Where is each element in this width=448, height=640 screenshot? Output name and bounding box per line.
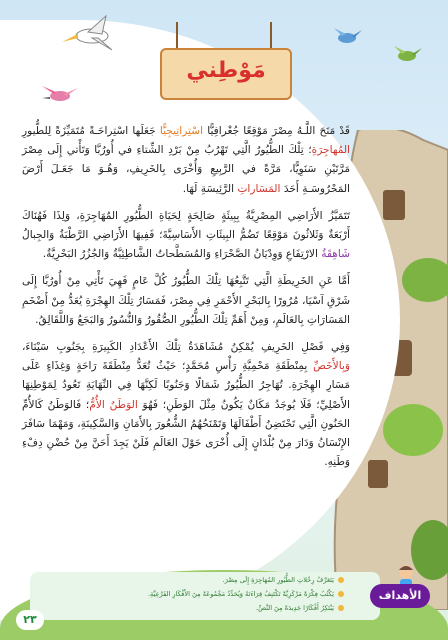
- objective-text: يَبْتَكِرُ أَفْكَارًا جَدِيدَةً مِنَ النَّصِّ.: [256, 604, 334, 612]
- highlighted-word: المُهاجِرَةِ: [311, 144, 350, 157]
- bullet-icon: [338, 605, 344, 611]
- text-segment: جَعَلَها اسْتِراحَـةً مُتَمَيِّزَةً لِلطُّيورِ: [22, 125, 160, 137]
- text-segment: بِمِنْطَقَةِ مَحْمِيَّةِ رَأْسِ مُحَمَّدٍ؛ حَيْثُ تُعَدُّ مِنْطَقَةَ رَاحَةٍ وَغِذَاءٍ عَلَى مَسَارِ الهِجْرَةِ. تُهَاجِرُ الطُّيُورُ شَمَالًا وَجَنُوبًا لَكِنَّهَا فِي النِّهَايَةِ تَعُودُ لِمَوْطِنِهَا الأَصْلِيِّ؛ فَلَا يُوجَدُ مَكَانٌ يَكُونُ مِثْلَ الوَطَنِ؛ فَهُوَ: [22, 360, 350, 411]
- blue-bird-icon: [330, 26, 364, 48]
- objective-text: يَتَعَرَّفُ رِحْلاتِ الطُّيُورِ المُهَاجِرَةِ إِلَى مِصْرَ.: [222, 576, 334, 584]
- text-segment: أَمَّا عَنِ الخَرِيطَةِ الَّتِي تَتَّبِعُهَا تِلْكَ الطُّيُورُ كُلَّ عَامٍ فَهِيَ تَأْتِي مِنْ أُورُبَّا إِلَى شَرْقِ آسْيَا، مُرُورًا بِالبَحْرِ الأَحْمَرِ فِي مِصْرَ، فَمَسَارُ تِلْكَ الهِجْرَةِ يُعَدُّ مِنْ أَضْخَمِ المَسَارَاتِ بِالعَالَمِ، وَمِنْ أَهَمِّ تِلْكَ الطُّيُورِ الصُّقُورُ وَالنُّسُورُ وَالبَجَعُ وَاللَّقَالِقُ.: [22, 275, 350, 326]
- objective-item: [148, 590, 344, 598]
- page-title: مَوْطِني: [186, 58, 266, 83]
- bullet-icon: [338, 591, 344, 597]
- bullet-icon: [338, 577, 344, 583]
- objective-item: [223, 576, 344, 584]
- article-body: [22, 122, 350, 480]
- paragraph: [22, 338, 350, 472]
- text-segment: الرَّئِيسَةِ لَهَا.: [182, 182, 238, 195]
- page-number: ٢٣: [16, 610, 44, 630]
- paragraph: [22, 122, 350, 199]
- text-segment: الارْتِفَاعِ وَوِدْيَانُ الصَّحْرَاءِ وَالمُسَطَّحاتُ الشَّاطِئِيَّةُ وَالجُزُرُ البَحْرِيَّةُ.: [42, 248, 322, 261]
- green-bird-icon: [390, 44, 424, 66]
- pelican-icon: [58, 14, 122, 54]
- pink-bird-icon: [40, 84, 80, 106]
- objective-text: يَكْتُبُ فِكْرَةً مَرْكَزِيَّةً تَكْتَنِفُ قِرَاءَتَهُ وَيُحَدِّدُ مَجْمُوعَةً مِنَ الأَفْكَارِ الفَرْعِيَّةِ.: [147, 590, 334, 598]
- paragraph: [22, 207, 350, 265]
- highlighted-word: الوَطَنُ الأُمُّ: [89, 398, 138, 411]
- objectives-badge: الأهداف: [370, 584, 430, 608]
- objectives-section: [0, 562, 448, 640]
- text-segment: ؛ فَالوَطَنُ كَالأُمِّ الحَنُونِ الَّتِي تَحْتَضِنُ أَطْفَالَهَا وَتَمْنَحُهُمُ الشُّعُورَ بِالأَمَانِ وَالسَّكِينَةِ، وَمَهْمَا سَافَرَ الإِنْسَانُ وَدَارَ مِنْ بُلْدَانٍ إِلَى أُخْرَى حَوْلَ العَالَمِ فَلَنْ يَجِدَ أَحَنَّ مِنْ حُضْنِ دِفْءِ وَطَنِهِ.: [22, 398, 350, 469]
- objectives-box: [30, 572, 380, 620]
- text-segment: قَدْ مَنَحَ اللَّـهُ مِصْرَ مَوْقِعًا جُغْرافِيًّا: [203, 125, 350, 137]
- text-segment: ؛ تِلْكَ الطُّيُورُ الَّتِي تَهْرُبُ مِنْ بَرْدِ الشِّتاءِ في أُورُبَّا وَتَأْتي إِلَى مِصْرَ مَرَّتَيْنِ سَنَوِيًّا، مَرَّةً في الرَّبِيعِ وَأُخْرَى بِالخَرِيفِ، وَهُـوَ مَا جَعَـلَ أَرْضَ المَحْرُوسَـةِ أَحَدَ: [22, 144, 350, 195]
- objective-item: [256, 604, 344, 612]
- text-segment: تَتَمَيَّزُ الأَرَاضِي المِصْرِيَّةُ بِبِيئَةٍ صَالِحَةٍ لِحَيَاةِ الطُّيُورِ المُهَاجِرَةِ، وَلِذَا فَهُنَاكَ أَرْبَعَةٌ وَثَلاثُونَ مَوْقِعًا تَضُمُّ البِيئَاتِ الأَسَاسِيَّةَ؛ فَفِيهَا الأَرَاضِي الرَّطْبَةُ وَالجِبالُ: [22, 209, 350, 242]
- banner-rope-right: [270, 22, 272, 50]
- banner-rope-left: [176, 22, 178, 50]
- highlighted-word: المَسَاراتِ: [237, 182, 281, 195]
- text-segment: وَفِي فَصْلِ الخَرِيفِ يُمْكِنُ مُشَاهَدَةُ تِلْكَ الأَعْدَادِ الكَبِيرَةِ بِجَنُوبِ سَيْنَاءَ،: [22, 341, 350, 354]
- highlighted-word: شَاهِقَةُ: [321, 248, 350, 261]
- highlighted-word: اسْتِراتِيجِيًّا: [159, 125, 204, 137]
- highlighted-word: وَبِالأَخَصِّ: [313, 360, 350, 373]
- title-banner: [160, 48, 292, 100]
- paragraph: [22, 272, 350, 330]
